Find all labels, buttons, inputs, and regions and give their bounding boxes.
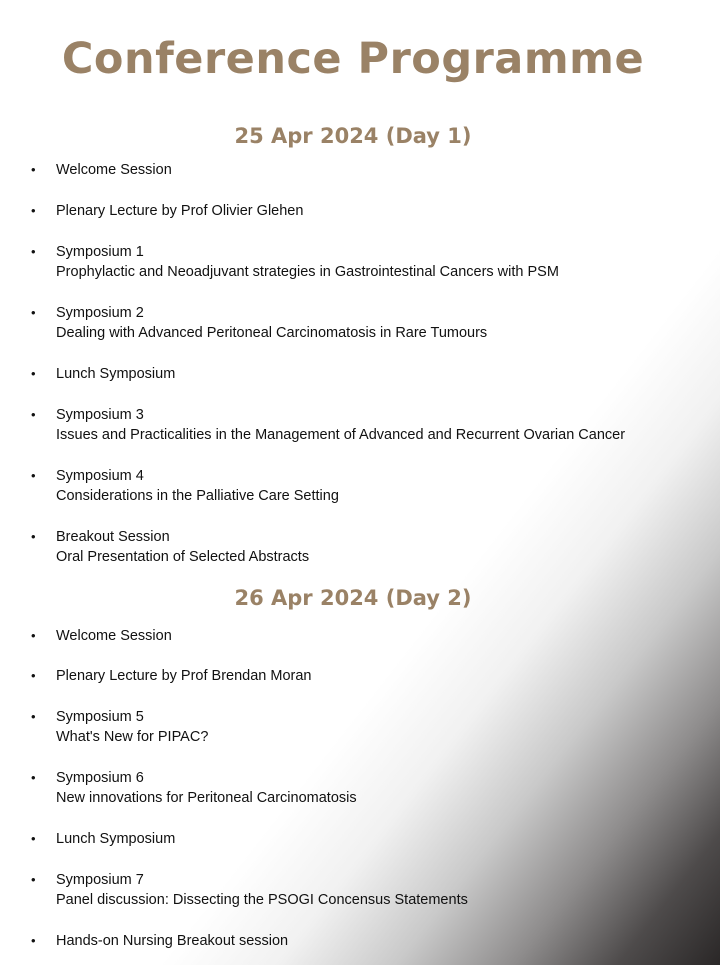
session-item [0, 707, 468, 747]
session-item [0, 201, 625, 221]
session-subtitle: Panel discussion: Dissecting the PSOGI Concensus Statements [56, 892, 468, 908]
bullet-icon: • [31, 831, 36, 846]
session-item [0, 666, 468, 686]
bullet-icon: • [31, 203, 36, 218]
session-item [0, 405, 625, 445]
session-title: Symposium 6 [56, 770, 144, 786]
bullet-icon: • [31, 668, 36, 683]
session-item [0, 870, 468, 910]
session-subtitle: Considerations in the Palliative Care Setting [56, 488, 339, 504]
session-title: Symposium 5 [56, 709, 144, 725]
bullet-icon: • [31, 933, 36, 948]
session-item [0, 626, 468, 646]
session-item [0, 768, 468, 808]
day-1-heading: 25 Apr 2024 (Day 1) [234, 124, 472, 148]
session-item [0, 364, 625, 384]
session-subtitle: Dealing with Advanced Peritoneal Carcinomatosis in Rare Tumours [56, 325, 488, 341]
session-item [0, 160, 625, 180]
day-1-session-list [0, 160, 625, 567]
bullet-icon: • [31, 709, 36, 724]
session-item [0, 242, 625, 282]
session-subtitle: What's New for PIPAC? [56, 729, 209, 745]
session-title: Welcome Session [56, 162, 172, 178]
bullet-icon: • [31, 305, 36, 320]
session-title: Symposium 1 [56, 244, 144, 260]
session-title: Symposium 2 [56, 305, 144, 321]
session-title: Symposium 3 [56, 407, 144, 423]
page-title: Conference Programme [61, 34, 645, 84]
session-item [0, 829, 468, 849]
bullet-icon: • [31, 244, 36, 259]
session-title: Symposium 7 [56, 872, 144, 888]
session-subtitle: Issues and Practicalities in the Management of Advanced and Recurrent Ovarian Cancer [56, 427, 626, 443]
session-title: Breakout Session [56, 529, 170, 545]
bullet-icon: • [31, 770, 36, 785]
session-subtitle: Oral Presentation of Selected Abstracts [56, 549, 310, 565]
session-title: Lunch Symposium [56, 831, 176, 847]
session-item [0, 466, 625, 506]
session-title: Plenary Lecture by Prof Olivier Glehen [56, 203, 304, 219]
session-subtitle: New innovations for Peritoneal Carcinomatosis [56, 790, 357, 806]
session-subtitle: Prophylactic and Neoadjuvant strategies in Gastrointestinal Cancers with PSM [56, 264, 559, 280]
bullet-icon: • [31, 628, 36, 643]
bullet-icon: • [31, 366, 36, 381]
session-title: Welcome Session [56, 628, 172, 644]
session-title: Hands-on Nursing Breakout session [56, 933, 289, 949]
day-2-session-list [0, 626, 468, 951]
session-title: Plenary Lecture by Prof Brendan Moran [56, 668, 312, 684]
day-2-heading: 26 Apr 2024 (Day 2) [234, 586, 472, 610]
session-item [0, 931, 468, 951]
bullet-icon: • [31, 529, 36, 544]
bullet-icon: • [31, 468, 36, 483]
session-item [0, 303, 625, 343]
session-item [0, 527, 625, 567]
session-title: Symposium 4 [56, 468, 144, 484]
session-title: Lunch Symposium [56, 366, 176, 382]
bullet-icon: • [31, 162, 36, 177]
bullet-icon: • [31, 407, 36, 422]
bullet-icon: • [31, 872, 36, 887]
